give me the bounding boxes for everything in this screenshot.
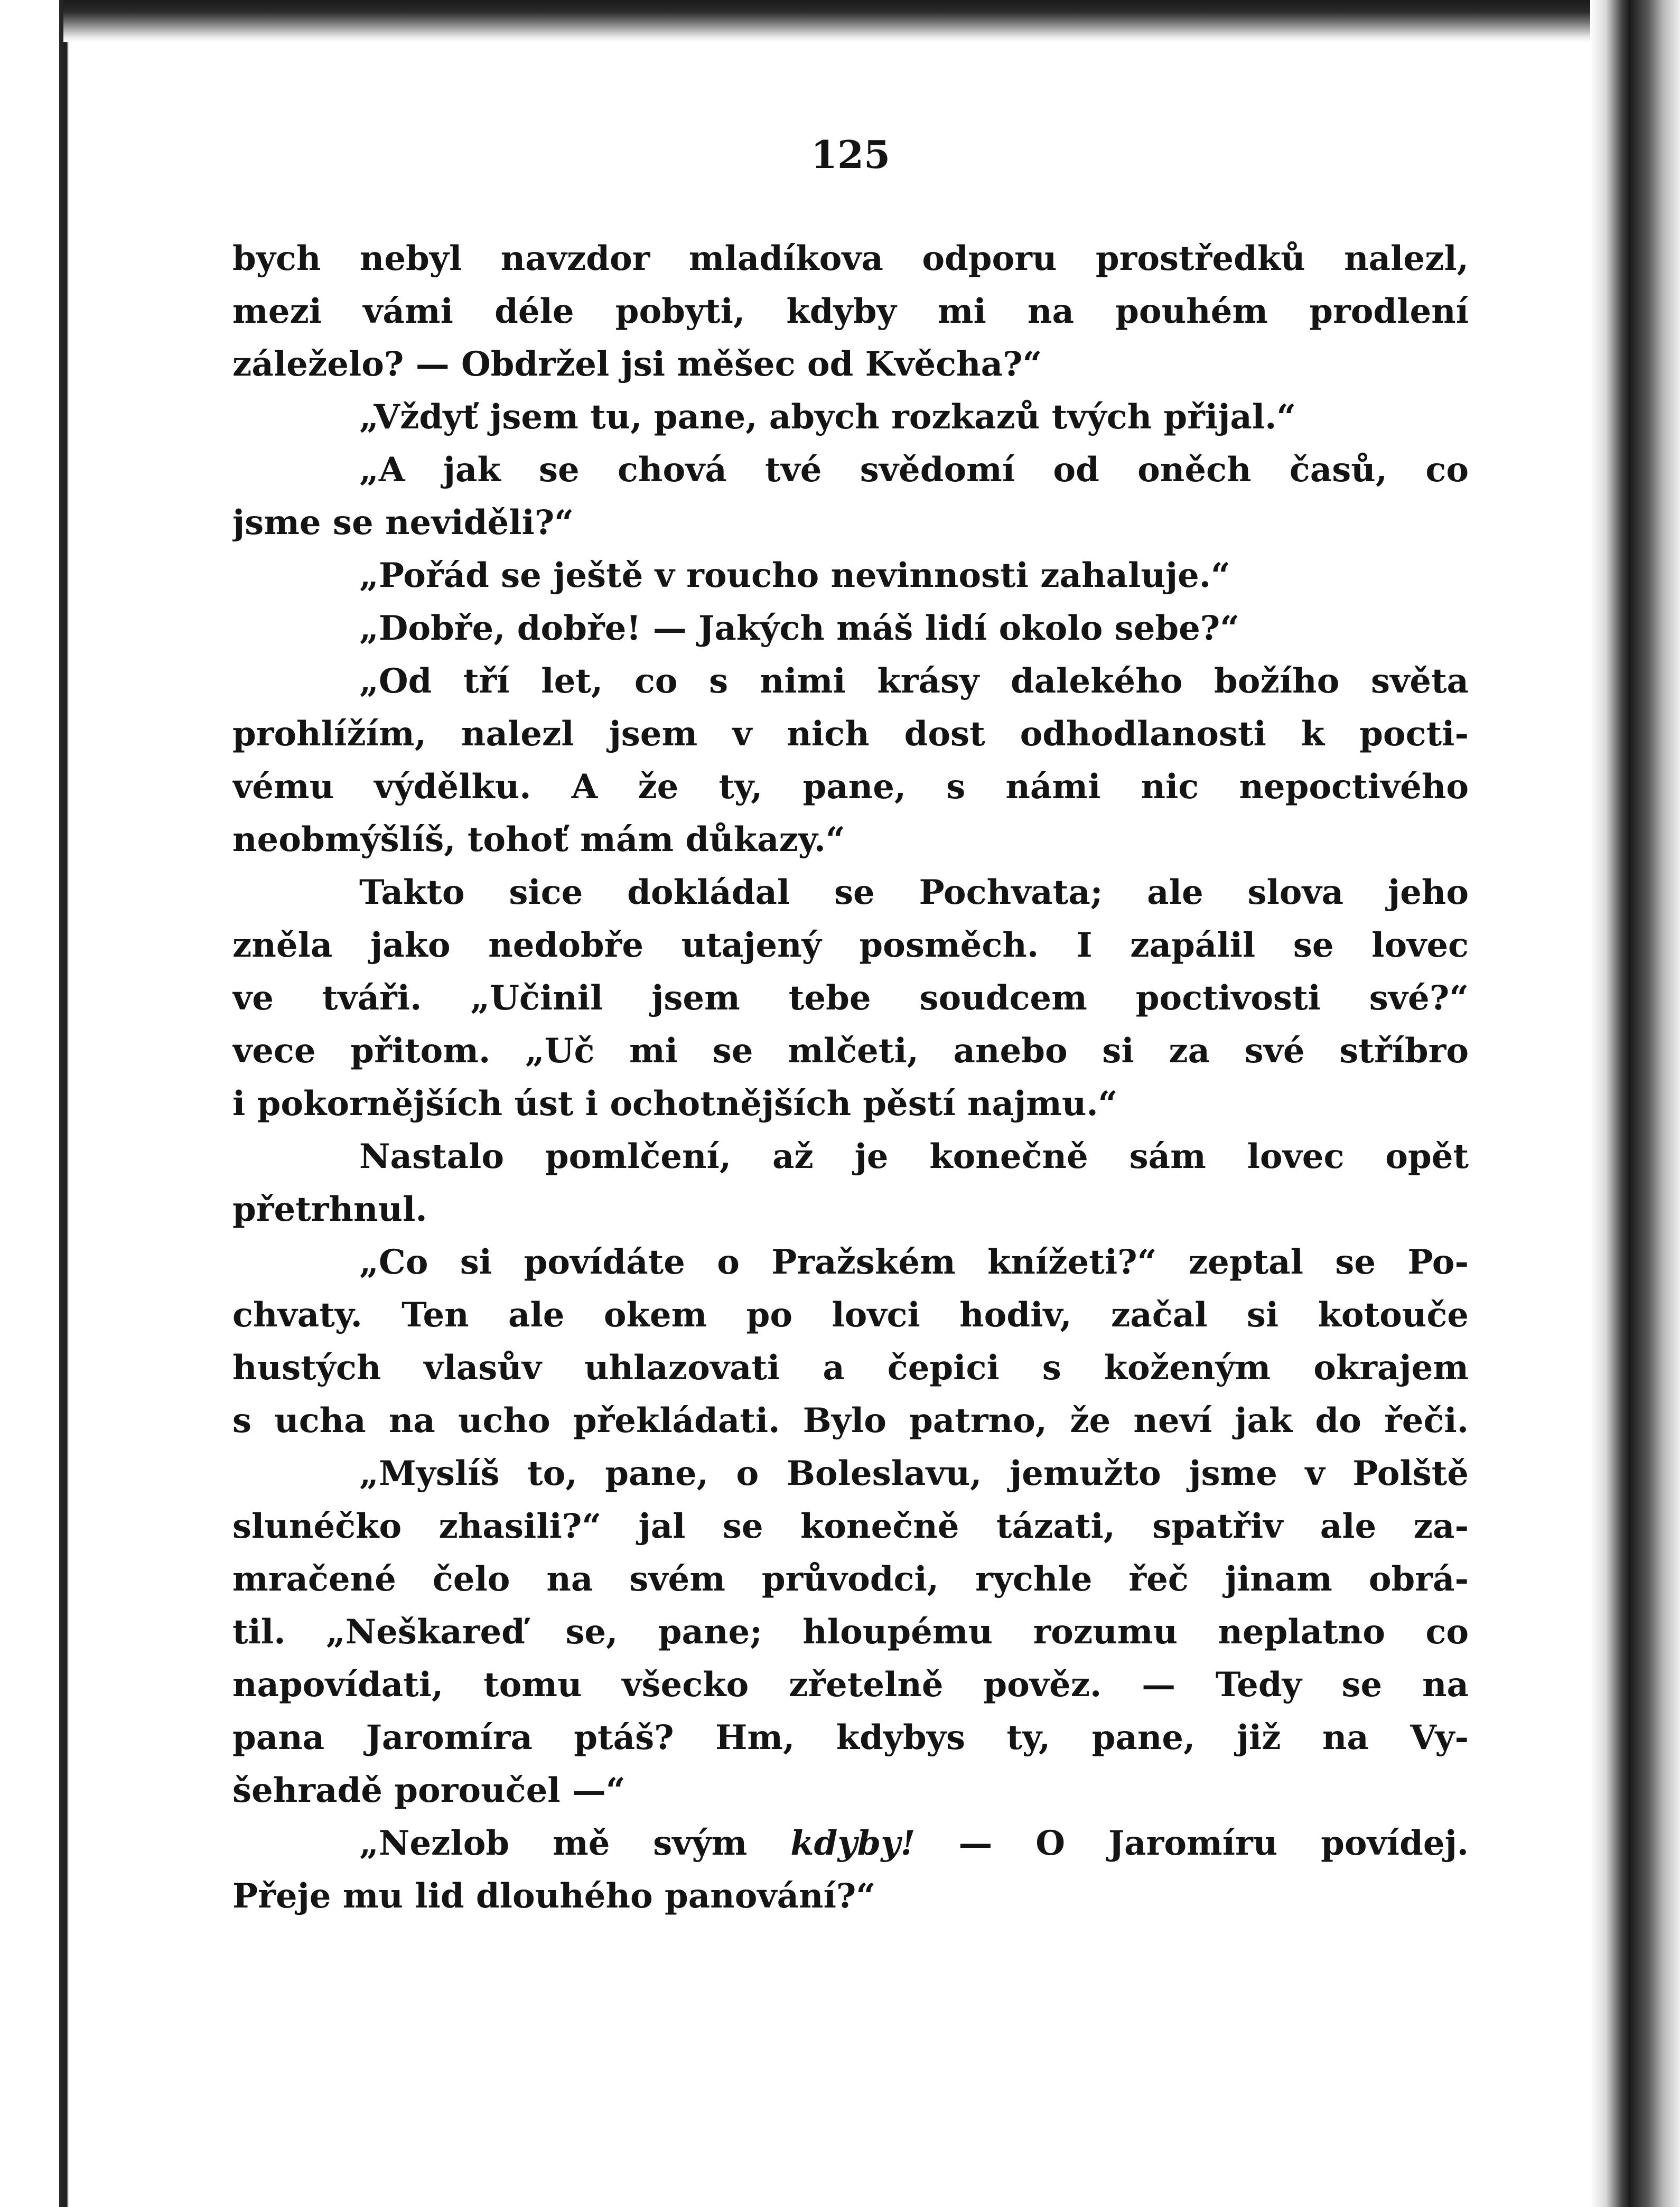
text-line: „A jak se chová tvé svědomí od oněch časů, co [359,450,1469,490]
text-line: ve tváři. „Učinil jsem tebe soudcem poctivosti své?“ [232,978,1469,1018]
page-number: 125 [810,132,891,177]
text-line: vece přitom. „Uč mi se mlčeti, anebo si za své stříbro [232,1031,1469,1071]
text-line: bych nebyl navzdor mladíkova odporu prostředků nalezl, [232,239,1469,278]
text-line: neobmýšlíš, tohoť mám důkazy.“ [232,820,845,859]
text-line: přetrhnul. [232,1190,427,1229]
text-line: „Od tří let, co s nimi krásy dalekého božího světa [359,661,1469,701]
text-line: „Myslíš to, pane, o Boleslavu, jemužto jsme v Polště [359,1454,1469,1493]
scan-left-edge [0,0,69,2207]
text-line: Takto sice dokládal se Pochvata; ale slova jeho [359,873,1469,912]
text-line: jsme se neviděli?“ [232,503,574,543]
text-line: „Vždyť jsem tu, pane, abych rozkazů tvých přijal.“ [359,397,1296,437]
text-segment: „Nezlob mě svým [359,1823,791,1863]
scan-top-edge [63,0,1595,42]
text-line: i pokornějších úst i ochotnějších pěstí najmu.“ [232,1084,1118,1124]
text-line: hustých vlasův uhlazovati a čepici s koženým okrajem [232,1348,1469,1388]
text-line: šehradě poroučel —“ [232,1771,626,1810]
text-line: záleželo? — Obdržel jsi měšec od Kvěcha?“ [232,344,1042,384]
emphasized-word: kdyby! [790,1823,916,1863]
text-line: „Pořád se ještě v roucho nevinnosti zahaluje.“ [359,556,1230,595]
book-page [232,116,1469,1997]
text-line: mezi vámi déle pobyti, kdyby mi na pouhém prodlení [232,292,1469,331]
text-line: pana Jaromíra ptáš? Hm, kdybys ty, pane, již na Vy- [232,1718,1469,1757]
scan-right-edge [1590,0,1680,2207]
text-line: chvaty. Ten ale okem po lovci hodiv, začal si kotouče [232,1295,1469,1335]
text-line: mračené čelo na svém průvodci, rychle řeč jinam obrá- [232,1559,1469,1599]
text-line: vému výdělku. A že ty, pane, s námi nic nepoctivého [232,767,1469,807]
text-line: napovídati, tomu všecko zřetelně pověz. — Tedy se na [232,1665,1469,1705]
text-line: prohlížím, nalezl jsem v nich dost odhodlanosti k pocti- [232,714,1469,754]
text-segment: — O Jaromíru povídej. [915,1823,1469,1863]
text-line: zněla jako nedobře utajený posměch. I zapálil se lovec [232,925,1469,965]
text-line: Nastalo pomlčení, až je konečně sám lovec opět [359,1137,1469,1176]
text-line: til. „Neškareď se, pane; hloupému rozumu neplatno co [232,1612,1469,1652]
text-line: „Dobře, dobře! — Jakých máš lidí okolo sebe?“ [359,609,1240,648]
text-line: Přeje mu lid dlouhého panování?“ [232,1876,876,1916]
text-line: „Co si povídáte o Pražském knížeti?“ zeptal se Po- [359,1242,1469,1282]
text-line [232,1817,1469,1870]
text-line: slunéčko zhasili?“ jal se konečně tázati, spatřiv ale za- [232,1507,1469,1546]
text-line: s ucha na ucho překládati. Bylo patrno, že neví jak do řeči. [232,1401,1469,1441]
